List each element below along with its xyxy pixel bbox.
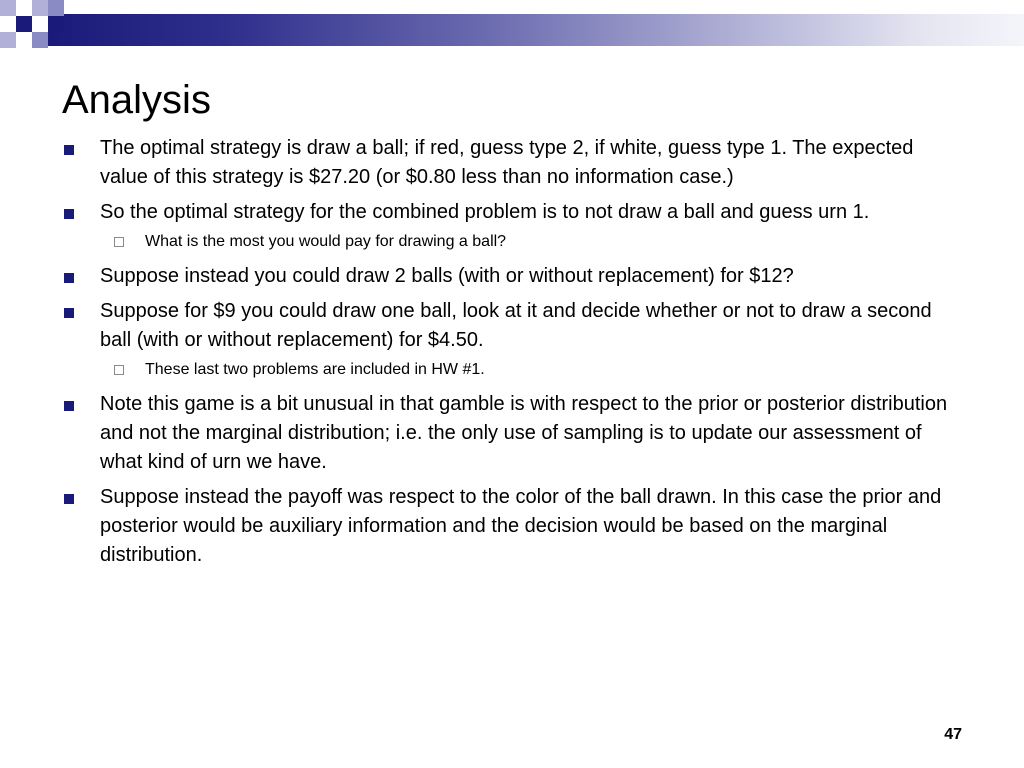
square-bullet-icon — [64, 209, 74, 219]
hollow-square-bullet-icon — [114, 365, 124, 375]
hollow-square-bullet-icon — [114, 237, 124, 247]
square-bullet-icon — [64, 401, 74, 411]
sub-bullet-item — [62, 231, 962, 253]
decor-square — [48, 0, 64, 16]
decor-square — [32, 0, 48, 16]
decor-square — [32, 32, 48, 48]
bullet-item — [62, 297, 962, 355]
square-bullet-icon — [64, 308, 74, 318]
bullet-text: Suppose for $9 you could draw one ball, look at it and decide whether or not to draw a second ball (with or without replacement) for $4.50. — [100, 300, 932, 351]
bullet-text: Suppose instead you could draw 2 balls (with or without replacement) for $12? — [100, 265, 794, 287]
decor-square — [16, 16, 32, 32]
square-bullet-icon — [64, 273, 74, 283]
page-number: 47 — [944, 726, 962, 743]
square-bullet-icon — [64, 494, 74, 504]
square-bullet-icon — [64, 145, 74, 155]
decor-square — [48, 16, 64, 32]
bullet-text: The optimal strategy is draw a ball; if red, guess type 2, if white, guess type 1. The expected value of this strategy is $27.20 (or $0.80 less than no information case.) — [100, 137, 914, 188]
bullet-item — [62, 262, 962, 291]
sub-bullet-text: What is the most you would pay for drawing a ball? — [145, 233, 507, 250]
bullet-text: So the optimal strategy for the combined problem is to not draw a ball and guess urn 1. — [100, 201, 870, 223]
slide-body — [62, 134, 962, 576]
header-gradient-bar — [48, 14, 1024, 46]
bullet-text: Note this game is a bit unusual in that gamble is with respect to the prior or posterior distribution and not the marginal distribution; i.e. the only use of sampling is to update our assessment of what kind of urn we have. — [100, 393, 948, 473]
bullet-text: Suppose instead the payoff was respect to the color of the ball drawn. In this case the prior and posterior would be auxiliary information and the decision would be based on the marginal distribution. — [100, 486, 942, 566]
bullet-item — [62, 198, 962, 227]
decor-square — [0, 32, 16, 48]
sub-bullet-item — [62, 359, 962, 381]
sub-bullet-text: These last two problems are included in HW #1. — [145, 361, 485, 378]
bullet-item — [62, 483, 962, 570]
slide-title: Analysis — [62, 78, 211, 122]
decor-square — [0, 0, 16, 16]
header-decoration — [0, 0, 1024, 48]
bullet-item — [62, 390, 962, 477]
bullet-item — [62, 134, 962, 192]
